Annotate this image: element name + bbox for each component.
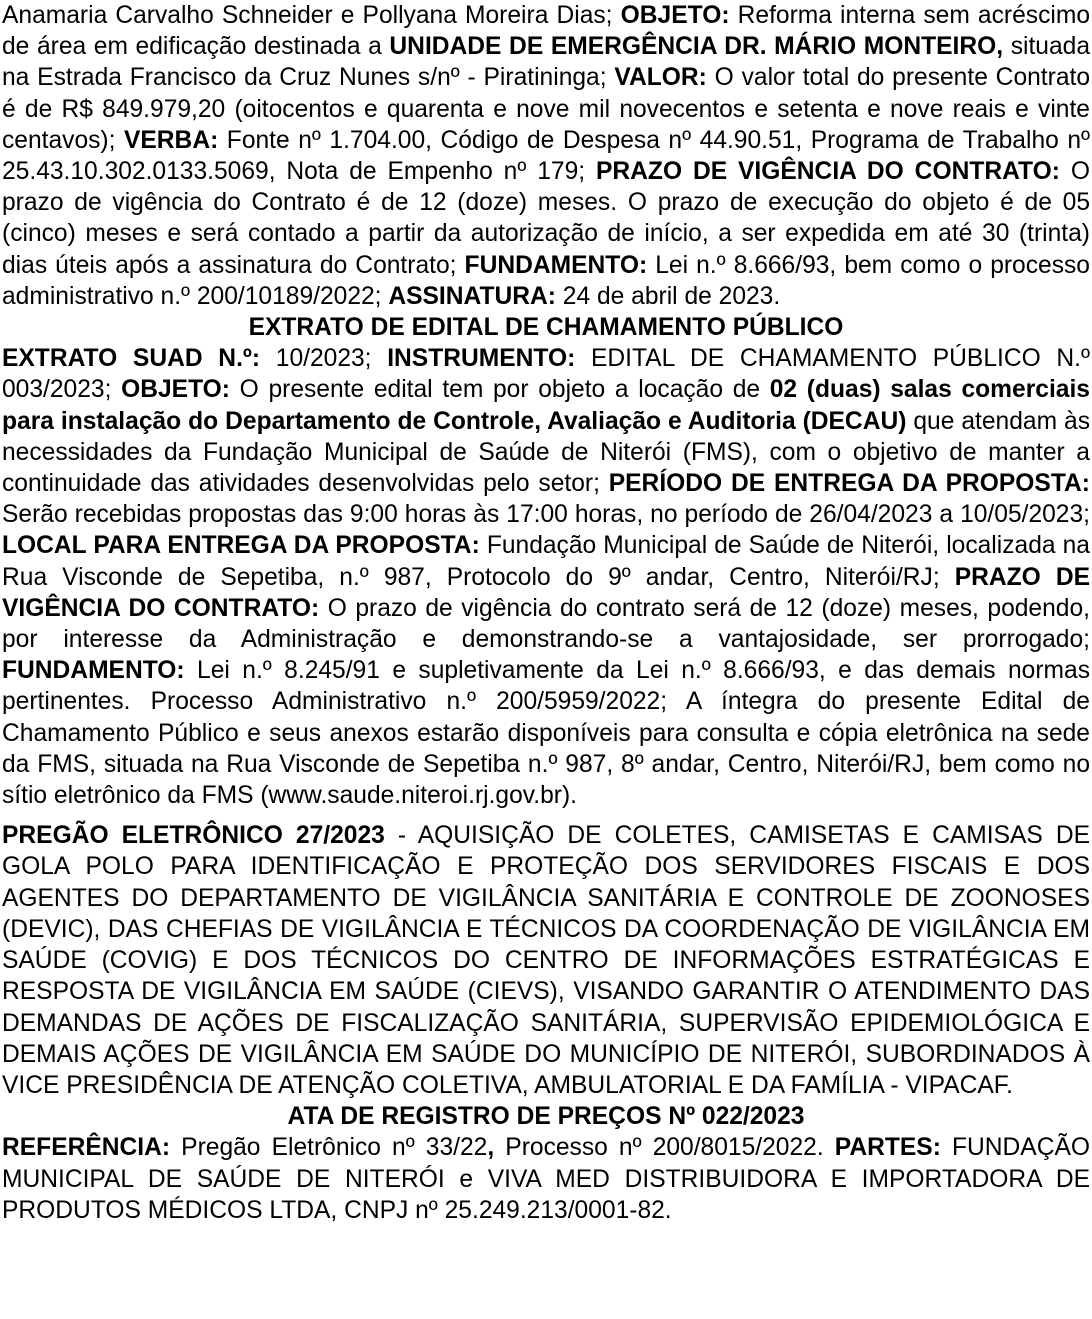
document-page	[2, 0, 1090, 1226]
text-run: 24 de abril de 2023.	[555, 282, 781, 310]
bold-text-run: REFERÊNCIA:	[2, 1134, 171, 1162]
text-run: situada na Estrada Francisco da Cruz Nunes s/nº - Piratininga;	[2, 33, 1090, 92]
bold-text-run: LOCAL PARA ENTREGA DA PROPOSTA:	[2, 532, 480, 560]
chamamento-heading: EXTRATO DE EDITAL DE CHAMAMENTO PÚBLICO	[248, 314, 844, 342]
text-run: EDITAL DE CHAMAMENTO PÚBLICO N.º 003/2023;	[2, 345, 1090, 404]
bold-text-run: 02 (duas) salas comerciais para instalação do Departamento de Controle, Avaliação e Auditoria (DECAU)	[2, 376, 1090, 435]
text-run: O prazo de vigência do contrato será de 12 (doze) meses, podendo, por interesse da Administração e demonstrando-se a vantajosidade, ser prorrogado;	[2, 594, 1090, 654]
bold-text-run: FUNDAMENTO:	[464, 251, 648, 279]
bold-text-run: OBJETO:	[121, 376, 230, 404]
bold-text-run: PARTES:	[834, 1134, 941, 1162]
bold-text-run: PRAZO DE VIGÊNCIA DO CONTRATO:	[596, 158, 1060, 186]
chamamento-paragraph	[2, 343, 1090, 811]
text-run: Fonte nº 1.704.00, Código de Despesa nº 44.90.51, Programa de Trabalho nº 25.43.10.302.0133.5069, Nota de Empenho nº 179;	[2, 126, 1090, 186]
ata-heading: ATA DE REGISTRO DE PREÇOS Nº 022/2023	[287, 1103, 805, 1131]
text-run: Reforma interna sem acréscimo de área em edificação destinada a	[2, 2, 1090, 61]
bold-text-run: PREGÃO ELETRÔNICO 27/2023	[2, 822, 385, 850]
bold-text-run: VALOR:	[614, 64, 707, 92]
ata-paragraph	[2, 1132, 1090, 1226]
text-run: Processo nº 200/8015/2022.	[494, 1134, 835, 1162]
bold-text-run: VERBA:	[123, 126, 219, 154]
bold-text-run: UNIDADE DE EMERGÊNCIA DR. MÁRIO MONTEIRO,	[389, 33, 1004, 61]
text-run: Lei n.º 8.245/91 e supletivamente da Lei n.º 8.666/93, e das demais normas pertinentes. Processo Administrativo n.º 200/5959/2022; A íntegra do presente Edital de Chamamento Público e seus anexos estarão disponíveis para consulta e cópia eletrônica na sede da FMS, situada na Rua Visconde de Sepetiba n.º 987, 8º andar, Centro, Niterói/RJ, bem como no sítio eletrônico da FMS (www.saude.niteroi.rj.gov.br).	[2, 657, 1090, 810]
section-gap	[2, 811, 1090, 820]
bold-text-run: PERÍODO DE ENTREGA DA PROPOSTA:	[608, 470, 1090, 498]
pregao-paragraph	[2, 820, 1090, 1101]
text-run: Serão recebidas propostas das 9:00 horas às 17:00 horas, no período de 26/04/2023 a 10/05/2023;	[2, 501, 1090, 529]
text-run: Lei n.º 8.666/93, bem como o processo administrativo n.º 200/10189/2022;	[2, 251, 1090, 310]
bold-text-run: INSTRUMENTO:	[387, 345, 576, 373]
bold-text-run: EXTRATO SUAD N.º:	[2, 345, 261, 373]
bold-text-run: FUNDAMENTO:	[2, 657, 185, 685]
bold-text-run: ASSINATURA:	[388, 282, 556, 310]
text-run: - AQUISIÇÃO DE COLETES, CAMISETAS E CAMISAS DE GOLA POLO PARA IDENTIFICAÇÃO E PROTEÇÃO DOS SERVIDORES FISCAIS E DOS AGENTES DO DEPARTAMENTO DE VIGILÂNCIA SANITÁRIA E CONTROLE DE ZOONOSES (DEVIC), DAS CHEFIAS DE VIGILÂNCIA E TÉCNICOS DA COORDENAÇÃO DE VIGILÂNCIA EM SAÚDE (COVIG) E DOS TÉCNICOS DO CENTRO DE INFORMAÇÕES ESTRATÉGICAS E RESPOSTA DE VIGILÂNCIA EM SAÚDE (CIEVS), VISANDO GARANTIR O ATENDIMENTO DAS DEMANDAS DE AÇÕES DE FISCALIZAÇÃO SANITÁRIA, SUPERVISÃO EPIDEMIOLÓGICA E DEMAIS AÇÕES DE VIGILÂNCIA EM SAÚDE DO MUNICÍPIO DE NITERÓI, SUBORDINADOS À VICE PRESIDÊNCIA DE ATENÇÃO COLETIVA, AMBULATORIAL E DA FAMÍLIA - VIPACAF.	[2, 822, 1090, 1099]
text-run: O presente edital tem por objeto a locação de	[229, 376, 770, 404]
bold-text-run: PRAZO DE VIGÊNCIA DO CONTRATO:	[2, 563, 1091, 622]
text-run: Anamaria Carvalho Schneider e Pollyana Moreira Dias;	[2, 2, 621, 29]
text-run: 10/2023;	[260, 345, 388, 373]
text-run: O valor total do presente Contrato é de R$ 849.979,20 (oitocentos e quarenta e nove mil novecentos e setenta e nove reais e vinte centavos);	[2, 64, 1091, 154]
text-run: que atendam às necessidades da Fundação Municipal de Saúde de Niterói (FMS), com o objetivo de manter a continuidade das atividades desenvolvidas pelo setor;	[2, 407, 1090, 498]
contract-extract-paragraph	[2, 0, 1090, 312]
text-run: O prazo de vigência do Contrato é de 12 (doze) meses. O prazo de execução do objeto é de 05 (cinco) meses e será contado a partir da autorização de início, a ser expedida em até 30 (trinta) dias úteis após a assinatura do Contrato;	[2, 158, 1090, 279]
bold-text-run: ,	[487, 1134, 495, 1162]
bold-text-run: OBJETO:	[620, 2, 730, 29]
text-run: Pregão Eletrônico nº 33/22	[170, 1134, 488, 1162]
text-run: FUNDAÇÃO MUNICIPAL DE SAÚDE DE NITERÓI e VIVA MED DISTRIBUIDORA E IMPORTADORA DE PRODUTOS MÉDICOS LTDA, CNPJ nº 25.249.213/0001-82.	[2, 1134, 1090, 1224]
text-run: Fundação Municipal de Saúde de Niterói, localizada na Rua Visconde de Sepetiba, n.º 987, Protocolo do 9º andar, Centro, Niterói/RJ;	[2, 532, 1090, 591]
